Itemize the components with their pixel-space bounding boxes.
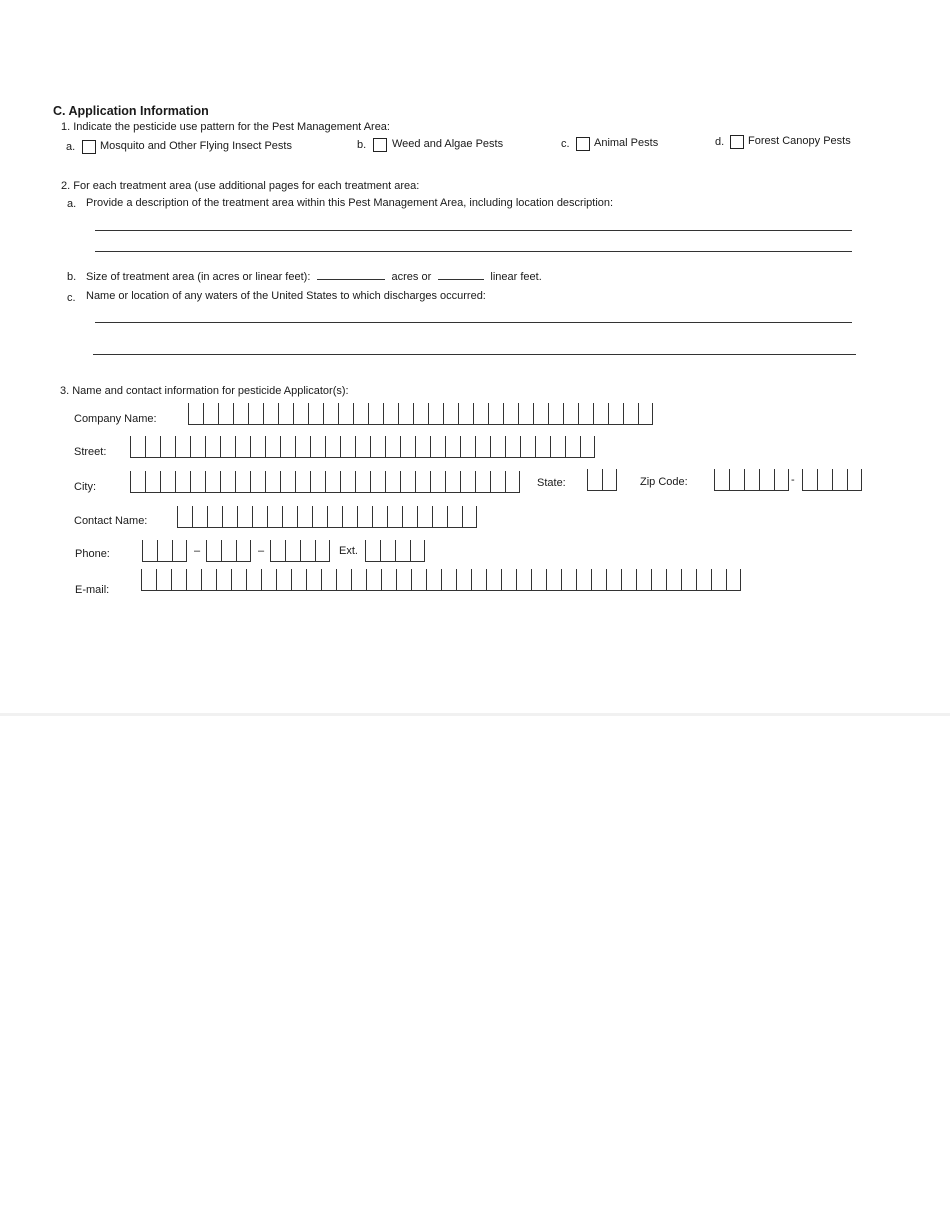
char-cell[interactable] xyxy=(458,403,473,425)
char-cell[interactable] xyxy=(441,569,456,591)
char-cell[interactable] xyxy=(832,469,847,491)
char-cell[interactable] xyxy=(263,403,278,425)
q2b-row xyxy=(86,269,542,283)
char-cell[interactable] xyxy=(445,436,460,458)
char-cell[interactable] xyxy=(383,403,398,425)
char-cell[interactable] xyxy=(729,469,744,491)
q2b-text: Size of treatment area (in acres or linear feet): xyxy=(86,271,311,283)
char-cell[interactable] xyxy=(714,469,729,491)
q2b-linear-label: linear feet. xyxy=(490,271,542,283)
q1-option-a-label: Mosquito and Other Flying Insect Pests xyxy=(100,140,292,152)
char-cell[interactable] xyxy=(726,569,741,591)
char-cell[interactable] xyxy=(130,436,145,458)
char-cell[interactable] xyxy=(398,403,413,425)
phone-line-field[interactable] xyxy=(270,540,330,562)
char-cell[interactable] xyxy=(252,506,267,528)
char-cell[interactable] xyxy=(310,471,325,493)
q1-option-d-letter: d. xyxy=(715,136,725,148)
char-cell[interactable] xyxy=(222,506,237,528)
q1-option-d-label: Forest Canopy Pests xyxy=(748,135,851,147)
q2c-text: Name or location of any waters of the United States to which discharges occurred: xyxy=(86,290,486,302)
char-cell[interactable] xyxy=(445,471,460,493)
char-cell[interactable] xyxy=(847,469,862,491)
char-cell[interactable] xyxy=(415,471,430,493)
char-cell[interactable] xyxy=(175,436,190,458)
char-cell[interactable] xyxy=(417,506,432,528)
char-cell[interactable] xyxy=(280,436,295,458)
char-cell[interactable] xyxy=(160,436,175,458)
char-cell[interactable] xyxy=(368,403,383,425)
char-cell[interactable] xyxy=(321,569,336,591)
char-cell[interactable] xyxy=(486,569,501,591)
char-cell[interactable] xyxy=(410,540,425,562)
q2c-answer-line-2[interactable] xyxy=(93,354,856,355)
char-cell[interactable] xyxy=(267,506,282,528)
char-cell[interactable] xyxy=(533,403,548,425)
company-name-field[interactable] xyxy=(188,403,653,425)
char-cell[interactable] xyxy=(587,469,602,491)
char-cell[interactable] xyxy=(365,540,380,562)
char-cell[interactable] xyxy=(172,540,187,562)
char-cell[interactable] xyxy=(696,569,711,591)
char-cell[interactable] xyxy=(285,540,300,562)
char-cell[interactable] xyxy=(295,436,310,458)
char-cell[interactable] xyxy=(759,469,774,491)
char-cell[interactable] xyxy=(246,569,261,591)
char-cell[interactable] xyxy=(190,436,205,458)
char-cell[interactable] xyxy=(235,436,250,458)
char-cell[interactable] xyxy=(774,469,789,491)
char-cell[interactable] xyxy=(220,436,235,458)
char-cell[interactable] xyxy=(548,403,563,425)
q1-option-a-checkbox[interactable] xyxy=(82,140,96,154)
char-cell[interactable] xyxy=(473,403,488,425)
char-cell[interactable] xyxy=(325,436,340,458)
char-cell[interactable] xyxy=(475,436,490,458)
char-cell[interactable] xyxy=(802,469,817,491)
char-cell[interactable] xyxy=(400,471,415,493)
char-cell[interactable] xyxy=(490,471,505,493)
char-cell[interactable] xyxy=(380,540,395,562)
char-cell[interactable] xyxy=(651,569,666,591)
char-cell[interactable] xyxy=(563,403,578,425)
char-cell[interactable] xyxy=(411,569,426,591)
char-cell[interactable] xyxy=(503,403,518,425)
char-cell[interactable] xyxy=(546,569,561,591)
char-cell[interactable] xyxy=(430,436,445,458)
char-cell[interactable] xyxy=(366,569,381,591)
city-label: City: xyxy=(74,481,96,493)
street-field[interactable] xyxy=(130,436,595,458)
char-cell[interactable] xyxy=(175,471,190,493)
char-cell[interactable] xyxy=(186,569,201,591)
char-cell[interactable] xyxy=(156,569,171,591)
char-cell[interactable] xyxy=(297,506,312,528)
state-label: State: xyxy=(537,477,566,489)
char-cell[interactable] xyxy=(606,569,621,591)
phone-separator-2: – xyxy=(258,545,265,557)
char-cell[interactable] xyxy=(381,569,396,591)
q2b-letter: b. xyxy=(67,271,77,283)
char-cell[interactable] xyxy=(402,506,417,528)
company-name-label: Company Name: xyxy=(74,413,157,425)
char-cell[interactable] xyxy=(295,471,310,493)
char-cell[interactable] xyxy=(280,471,295,493)
char-cell[interactable] xyxy=(681,569,696,591)
char-cell[interactable] xyxy=(261,569,276,591)
q1-option-a-letter: a. xyxy=(66,141,76,153)
char-cell[interactable] xyxy=(520,436,535,458)
char-cell[interactable] xyxy=(201,569,216,591)
q2b-acres-blank[interactable] xyxy=(317,269,385,280)
zip-plus4-field[interactable] xyxy=(802,469,862,491)
char-cell[interactable] xyxy=(501,569,516,591)
contact-name-label: Contact Name: xyxy=(74,515,148,527)
char-cell[interactable] xyxy=(142,540,157,562)
char-cell[interactable] xyxy=(413,403,428,425)
char-cell[interactable] xyxy=(516,569,531,591)
char-cell[interactable] xyxy=(443,403,458,425)
char-cell[interactable] xyxy=(218,403,233,425)
q3-text: 3. Name and contact information for pesticide Applicator(s): xyxy=(60,385,349,397)
char-cell[interactable] xyxy=(145,471,160,493)
q1-option-b-label: Weed and Algae Pests xyxy=(392,138,504,150)
char-cell[interactable] xyxy=(608,403,623,425)
char-cell[interactable] xyxy=(447,506,462,528)
char-cell[interactable] xyxy=(430,471,445,493)
char-cell[interactable] xyxy=(428,403,443,425)
q1-option-c-checkbox[interactable] xyxy=(576,137,590,151)
q1-text: 1. Indicate the pesticide use pattern for the Pest Management Area: xyxy=(61,121,390,133)
street-label: Street: xyxy=(74,446,107,458)
char-cell[interactable] xyxy=(270,540,285,562)
zip-code-label: Zip Code: xyxy=(640,476,688,488)
char-cell[interactable] xyxy=(291,569,306,591)
phone-ext-label: Ext. xyxy=(339,545,358,557)
char-cell[interactable] xyxy=(235,471,250,493)
char-cell[interactable] xyxy=(205,436,220,458)
char-cell[interactable] xyxy=(157,540,172,562)
char-cell[interactable] xyxy=(231,569,246,591)
char-cell[interactable] xyxy=(355,436,370,458)
char-cell[interactable] xyxy=(355,471,370,493)
char-cell[interactable] xyxy=(535,436,550,458)
char-cell[interactable] xyxy=(323,403,338,425)
char-cell[interactable] xyxy=(415,436,430,458)
section-title: C. Application Information xyxy=(53,104,209,118)
phone-prefix-field[interactable] xyxy=(206,540,251,562)
char-cell[interactable] xyxy=(488,403,503,425)
q1-option-b-checkbox[interactable] xyxy=(373,138,387,152)
char-cell[interactable] xyxy=(385,471,400,493)
char-cell[interactable] xyxy=(237,506,252,528)
char-cell[interactable] xyxy=(353,403,368,425)
char-cell[interactable] xyxy=(250,471,265,493)
char-cell[interactable] xyxy=(456,569,471,591)
q1-option-b-letter: b. xyxy=(357,139,367,151)
state-field[interactable] xyxy=(587,469,617,491)
char-cell[interactable] xyxy=(188,403,203,425)
char-cell[interactable] xyxy=(312,506,327,528)
char-cell[interactable] xyxy=(216,569,231,591)
char-cell[interactable] xyxy=(306,569,321,591)
char-cell[interactable] xyxy=(160,471,175,493)
char-cell[interactable] xyxy=(310,436,325,458)
char-cell[interactable] xyxy=(578,403,593,425)
char-cell[interactable] xyxy=(561,569,576,591)
char-cell[interactable] xyxy=(336,569,351,591)
contact-name-field[interactable] xyxy=(177,506,477,528)
email-field[interactable] xyxy=(141,569,741,591)
char-cell[interactable] xyxy=(623,403,638,425)
zip-code-field[interactable] xyxy=(714,469,789,491)
char-cell[interactable] xyxy=(265,471,280,493)
char-cell[interactable] xyxy=(325,471,340,493)
char-cell[interactable] xyxy=(531,569,546,591)
char-cell[interactable] xyxy=(744,469,759,491)
char-cell[interactable] xyxy=(505,436,520,458)
char-cell[interactable] xyxy=(220,471,235,493)
char-cell[interactable] xyxy=(177,506,192,528)
char-cell[interactable] xyxy=(206,540,221,562)
char-cell[interactable] xyxy=(351,569,366,591)
char-cell[interactable] xyxy=(591,569,606,591)
char-cell[interactable] xyxy=(711,569,726,591)
char-cell[interactable] xyxy=(205,471,220,493)
char-cell[interactable] xyxy=(385,436,400,458)
char-cell[interactable] xyxy=(395,540,410,562)
char-cell[interactable] xyxy=(370,471,385,493)
q2a-answer-line-1[interactable] xyxy=(95,230,852,231)
char-cell[interactable] xyxy=(315,540,330,562)
scan-artifact-band xyxy=(0,713,950,716)
char-cell[interactable] xyxy=(638,403,653,425)
char-cell[interactable] xyxy=(400,436,415,458)
char-cell[interactable] xyxy=(475,471,490,493)
char-cell[interactable] xyxy=(342,506,357,528)
char-cell[interactable] xyxy=(636,569,651,591)
char-cell[interactable] xyxy=(621,569,636,591)
char-cell[interactable] xyxy=(207,506,222,528)
char-cell[interactable] xyxy=(340,436,355,458)
char-cell[interactable] xyxy=(817,469,832,491)
phone-area-code-field[interactable] xyxy=(142,540,187,562)
q2c-letter: c. xyxy=(67,292,76,304)
email-label: E-mail: xyxy=(75,584,110,596)
q2b-acres-label: acres or xyxy=(391,271,432,283)
q1-option-c-letter: c. xyxy=(561,138,570,150)
char-cell[interactable] xyxy=(565,436,580,458)
phone-ext-field[interactable] xyxy=(365,540,425,562)
char-cell[interactable] xyxy=(387,506,402,528)
char-cell[interactable] xyxy=(518,403,533,425)
q2c-answer-line-1[interactable] xyxy=(95,322,852,323)
char-cell[interactable] xyxy=(145,436,160,458)
char-cell[interactable] xyxy=(471,569,486,591)
char-cell[interactable] xyxy=(340,471,355,493)
char-cell[interactable] xyxy=(462,506,477,528)
char-cell[interactable] xyxy=(338,403,353,425)
char-cell[interactable] xyxy=(250,436,265,458)
q2b-linear-blank[interactable] xyxy=(438,269,484,280)
zip-separator: - xyxy=(791,474,795,486)
char-cell[interactable] xyxy=(505,471,520,493)
char-cell[interactable] xyxy=(593,403,608,425)
char-cell[interactable] xyxy=(236,540,251,562)
char-cell[interactable] xyxy=(203,403,218,425)
q1-option-d-checkbox[interactable] xyxy=(730,135,744,149)
char-cell[interactable] xyxy=(426,569,441,591)
q2-text: 2. For each treatment area (use additional pages for each treatment area: xyxy=(61,180,420,192)
char-cell[interactable] xyxy=(460,436,475,458)
char-cell[interactable] xyxy=(396,569,411,591)
q2a-text: Provide a description of the treatment area within this Pest Management Area, including location description: xyxy=(86,197,614,209)
char-cell[interactable] xyxy=(190,471,205,493)
char-cell[interactable] xyxy=(233,403,248,425)
char-cell[interactable] xyxy=(171,569,186,591)
char-cell[interactable] xyxy=(248,403,263,425)
char-cell[interactable] xyxy=(192,506,207,528)
char-cell[interactable] xyxy=(221,540,236,562)
char-cell[interactable] xyxy=(370,436,385,458)
char-cell[interactable] xyxy=(141,569,156,591)
q2a-answer-line-2[interactable] xyxy=(95,251,852,252)
char-cell[interactable] xyxy=(276,569,291,591)
q2a-letter: a. xyxy=(67,198,77,210)
q1-option-c-label: Animal Pests xyxy=(594,137,659,149)
char-cell[interactable] xyxy=(576,569,591,591)
char-cell[interactable] xyxy=(372,506,387,528)
char-cell[interactable] xyxy=(460,471,475,493)
char-cell[interactable] xyxy=(265,436,280,458)
char-cell[interactable] xyxy=(300,540,315,562)
char-cell[interactable] xyxy=(602,469,617,491)
char-cell[interactable] xyxy=(666,569,681,591)
char-cell[interactable] xyxy=(432,506,447,528)
char-cell[interactable] xyxy=(130,471,145,493)
phone-label: Phone: xyxy=(75,548,110,560)
char-cell[interactable] xyxy=(327,506,342,528)
char-cell[interactable] xyxy=(550,436,565,458)
char-cell[interactable] xyxy=(580,436,595,458)
char-cell[interactable] xyxy=(490,436,505,458)
char-cell[interactable] xyxy=(293,403,308,425)
char-cell[interactable] xyxy=(282,506,297,528)
char-cell[interactable] xyxy=(357,506,372,528)
city-field[interactable] xyxy=(130,471,520,493)
phone-separator-1: – xyxy=(194,545,201,557)
char-cell[interactable] xyxy=(278,403,293,425)
char-cell[interactable] xyxy=(308,403,323,425)
